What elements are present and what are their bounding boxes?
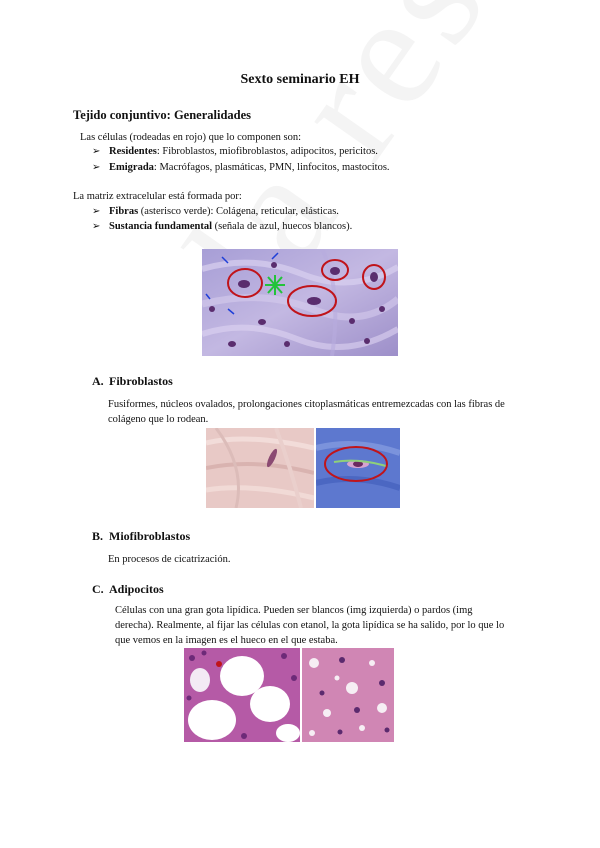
arrow-bullet-icon: ➢ [92,206,101,217]
section-heading-fibroblastos: A. Fibroblastos [92,374,173,388]
miofibroblastos-text: En procesos de cicatrización. [108,554,231,565]
bullet-residentes: ➢ Residentes: Fibroblastos, miofibroblastos, adipocitos, pericitos. [92,146,378,157]
adipocitos-text-line1: Células con una gran gota lipídica. Pueden ser blancos (img izquierda) o pardos (img [115,605,473,616]
matrix-intro: La matriz extracelular está formada por: [73,191,242,202]
section-heading-generalidades: Tejido conjuntivo: Generalidades [73,108,252,122]
section-heading-miofibroblastos: B. Miofibroblastos [92,529,191,543]
bullet-fibras: ➢ Fibras (asterisco verde): Colágena, reticular, elásticas. [92,206,339,217]
arrow-bullet-icon: ➢ [92,162,101,173]
connective-tissue-micrograph [202,249,398,356]
fibroblastos-text-line2: colágeno que lo rodean. [108,414,209,425]
arrow-bullet-icon: ➢ [92,221,101,232]
white-adipocyte-micrograph [184,648,300,742]
fibroblast-micrograph-left [206,428,314,508]
fibroblast-micrograph-right [316,428,400,508]
adipocitos-text-line2: derecha). Realmente, al fijar las células con etanol, la gota lipídica se ha salido, por lo que lo [115,620,505,631]
adipocitos-text-line3: que vemos en la imagen es el hueco en el que estaba. [115,635,338,646]
section-heading-adipocitos: C. Adipocitos [92,582,164,596]
document-title: Sexto seminario EH [240,72,360,87]
bullet-sustancia: ➢ Sustancia fundamental (señala de azul, huecos blancos). [92,221,353,232]
brown-adipocyte-micrograph [302,648,394,742]
cells-intro: Las células (rodeadas en rojo) que lo componen son: [80,132,302,143]
fibroblastos-text-line1: Fusiformes, núcleos ovalados, prolongaciones citoplasmáticas entremezcadas con las fibras de [108,399,505,410]
arrow-bullet-icon: ➢ [92,146,101,157]
bullet-emigrada: ➢ Emigrada: Macrófagos, plasmáticas, PMN, linfocitos, mastocitos. [92,162,390,173]
